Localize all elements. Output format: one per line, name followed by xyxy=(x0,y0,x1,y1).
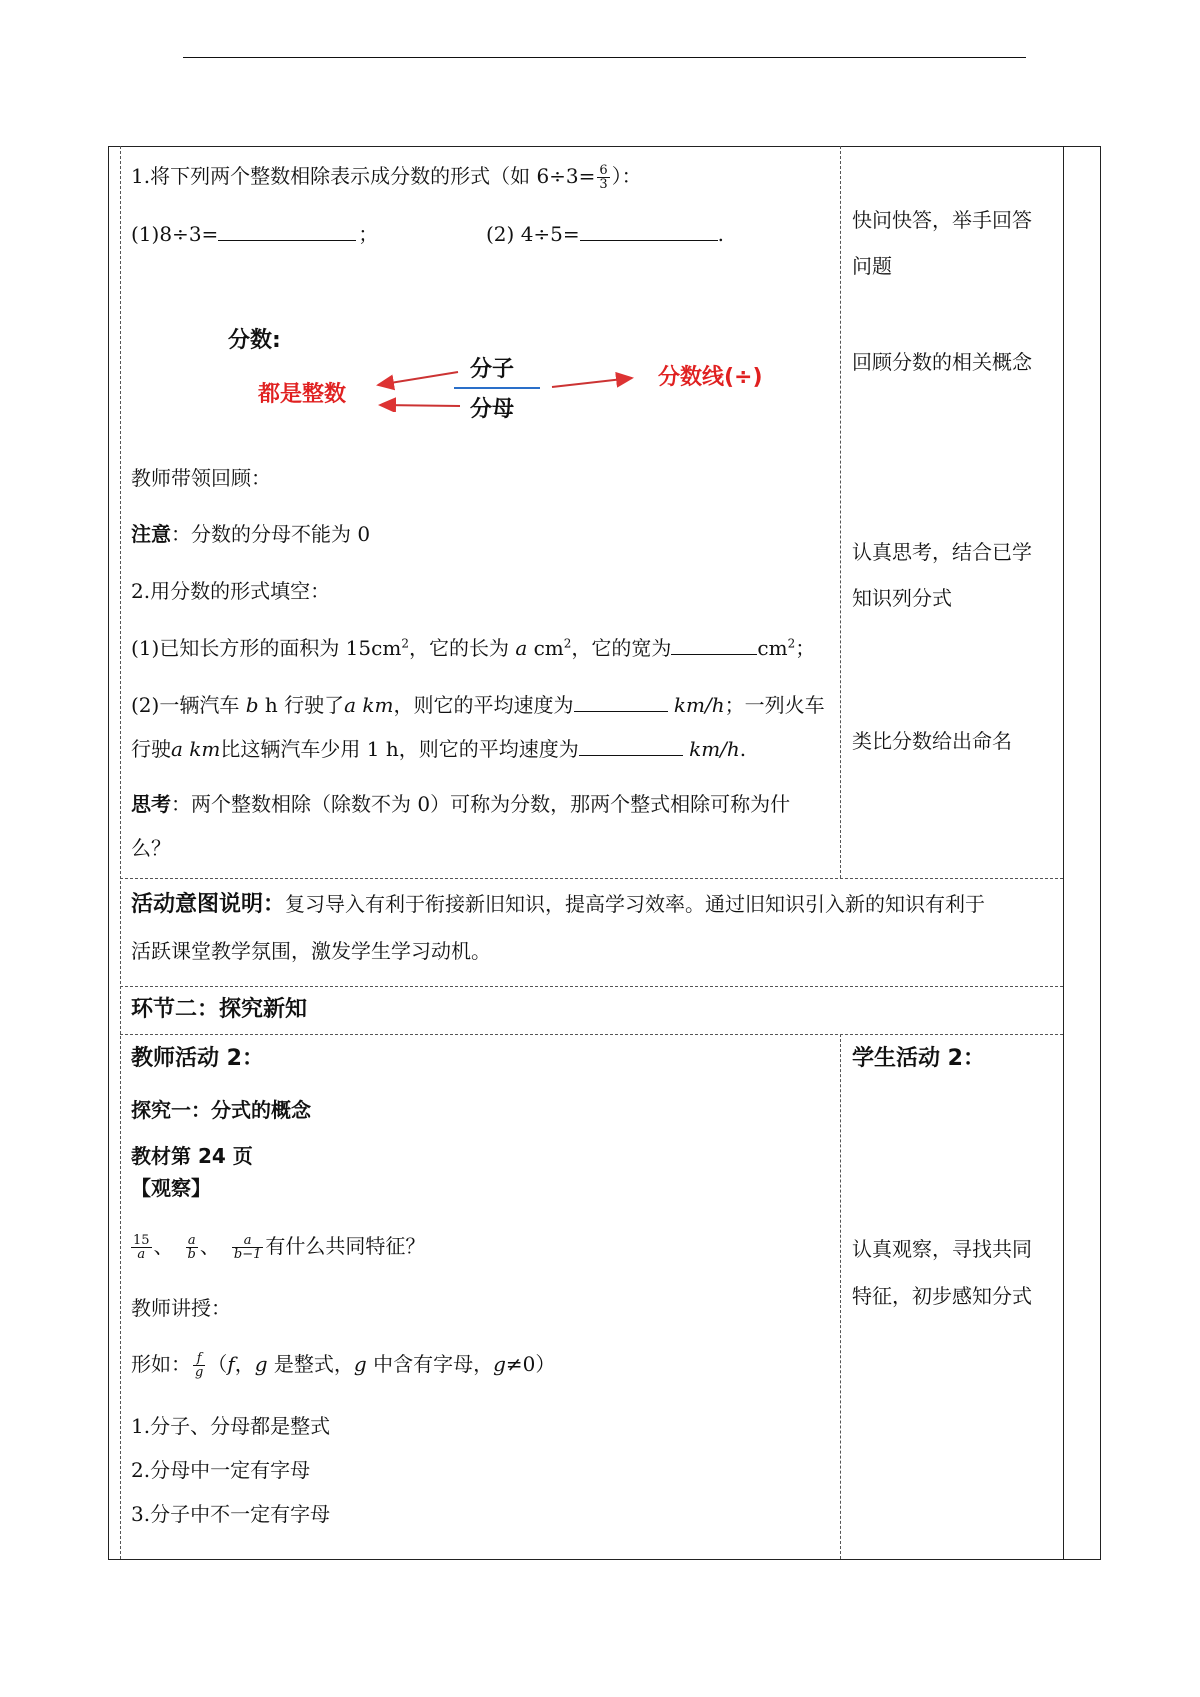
diagram-left-text: 都是整数 xyxy=(258,382,347,407)
right-r2: 回顾分数的相关概念 xyxy=(852,350,1032,374)
q2-p2-a: (2)一辆汽车 xyxy=(131,693,240,717)
right-r3-line1: 认真思考，结合已学 xyxy=(852,540,1032,564)
think-text-1: ：两个整数相除（除数不为 0）可称为分数，那两个整式相除可称为什 xyxy=(171,792,791,816)
form-g3: g xyxy=(493,1352,506,1376)
q1-item2-label: (2) 4÷5= xyxy=(486,222,580,246)
f1-den: a xyxy=(137,1247,146,1262)
right-r1-line2: 问题 xyxy=(852,254,892,278)
q2-p2-var-a: a xyxy=(344,693,357,717)
think-line2: 么？ xyxy=(131,836,171,860)
content-left-border xyxy=(120,146,121,1559)
form-cond-b: ， xyxy=(234,1352,255,1376)
q2-p1-blank xyxy=(671,634,757,655)
intent-line1 xyxy=(131,890,985,919)
right-r1-line1: 快问快答，举手回答 xyxy=(852,208,1032,232)
table-inner-right-border xyxy=(1063,146,1064,1559)
q2-p2-unit-kmh-2: km/h xyxy=(689,737,740,761)
q1-prompt xyxy=(131,162,642,191)
f3-den: b−1 xyxy=(233,1247,262,1262)
right-r4: 类比分数给出命名 xyxy=(852,729,1012,753)
form-cond-d: 中含有字母， xyxy=(366,1352,494,1376)
form-f: f xyxy=(227,1352,235,1376)
table-bottom-border xyxy=(108,1559,1101,1560)
intent-label: 活动意图说明： xyxy=(131,892,286,917)
q2-part1: (1)已知长方形的面积为 $15cm^2$，它的长为 a $cm^2$，它的宽为 $cm^2$； xyxy=(131,636,816,660)
f1-num: 15 xyxy=(133,1233,150,1248)
teacher2-point1: 1.分子、分母都是整式 xyxy=(131,1414,331,1438)
teacher2-fractions-line xyxy=(129,1232,425,1261)
q2-p2-period: . xyxy=(739,737,747,761)
arrow-numerator-to-left xyxy=(378,372,458,385)
teacher2-lecture: 教师讲授： xyxy=(131,1296,231,1320)
q1-item1-end: ； xyxy=(358,222,379,246)
teacher2-form xyxy=(131,1350,555,1379)
form-num: f xyxy=(193,1352,205,1366)
q2-p1-e: cm xyxy=(757,636,788,660)
q1-item1 xyxy=(131,220,378,248)
q2-p2-line2-a: 行驶 xyxy=(131,737,171,761)
q2-p2-line2-b: 比这辆汽车少用 1 h，则它的平均速度为 xyxy=(220,737,579,761)
fraction-15-over-a xyxy=(131,1234,152,1261)
q1-text: 1.将下列两个整数相除表示成分数的形式（如 6÷3= xyxy=(131,164,596,188)
right-r5-line2: 特征，初步感知分式 xyxy=(852,1284,1032,1308)
q2-p1-var-a: a xyxy=(515,636,528,660)
arrow-bar-to-right xyxy=(552,378,632,387)
q1-suffix: ）： xyxy=(611,164,642,188)
arrow-denominator-to-left xyxy=(380,405,460,406)
sep-1: 、 xyxy=(153,1234,174,1258)
review-note xyxy=(131,520,370,548)
q2-p2-b: h 行驶了 xyxy=(264,693,345,717)
diagram-arrows xyxy=(370,360,650,412)
form-cond-e: ≠0） xyxy=(505,1352,556,1376)
column-divider-top xyxy=(840,146,841,878)
fraction-a-over-b-minus-1 xyxy=(232,1234,264,1261)
right-r5-line1: 认真观察，寻找共同 xyxy=(852,1237,1032,1261)
q2-p2-blank1 xyxy=(574,691,668,712)
row-divider-1 xyxy=(120,878,1063,879)
teacher2-title: 教师活动 2： xyxy=(131,1046,264,1071)
q2-p2-d: ；一列火车 xyxy=(724,693,825,717)
form-cond-c: 是整式， xyxy=(267,1352,354,1376)
q2-p2-c: ，则它的平均速度为 xyxy=(393,693,574,717)
q2-p2-line2-unit-km: km xyxy=(189,737,221,761)
diagram-numerator: 分子 xyxy=(470,357,515,382)
q2-p2-var-b: b xyxy=(245,693,259,717)
think-label: 思考 xyxy=(131,792,171,816)
q2-part2-line2 xyxy=(131,735,746,763)
diagram-denominator: 分母 xyxy=(470,397,515,422)
q2-p2-blank2 xyxy=(579,735,683,756)
q1-item2-end: . xyxy=(717,222,725,246)
q2-p1-end: ； xyxy=(795,636,816,660)
q2-part2-line1 xyxy=(131,691,825,719)
fractions-question: 有什么共同特征？ xyxy=(265,1234,426,1258)
q2-title: 2.用分数的形式填空： xyxy=(131,579,331,603)
q1-item1-blank xyxy=(218,220,356,241)
intent-line2: 活跃课堂教学氛围，激发学生学习动机。 xyxy=(131,939,491,963)
intent-text-1: 复习导入有利于衔接新旧知识，提高学习效率。通过旧知识引入新的知识有利于 xyxy=(285,892,986,916)
review-note-label: 注意 xyxy=(131,522,171,546)
q1-example-fraction xyxy=(597,164,609,191)
q2-p2-line2-var-a: a xyxy=(171,737,183,761)
sep-2: 、 xyxy=(199,1234,220,1258)
think-line1 xyxy=(131,790,790,818)
teacher2-observe: 【观察】 xyxy=(131,1176,211,1200)
teacher2-point2: 2.分母中一定有字母 xyxy=(131,1458,311,1482)
q1-item2-blank xyxy=(580,220,718,241)
table-right-border xyxy=(1100,146,1101,1559)
q2-p1-d: ，它的宽为 xyxy=(571,636,672,660)
form-den: g xyxy=(195,1365,204,1380)
q2-p1-c: cm xyxy=(533,636,564,660)
q1-item2 xyxy=(486,220,724,248)
review-note-text: ：分数的分母不能为 0 xyxy=(171,522,371,546)
form-cond-a: （ xyxy=(207,1352,228,1376)
teacher2-point3: 3.分子中不一定有字母 xyxy=(131,1502,331,1526)
fraction-f-over-g xyxy=(193,1352,205,1379)
f2-den: b xyxy=(187,1247,196,1262)
form-g: g xyxy=(254,1352,268,1376)
q2-p2-unit-kmh-1: km/h xyxy=(673,693,725,717)
row-divider-2 xyxy=(120,986,1063,987)
q1-example-num: 6 xyxy=(599,163,608,178)
column-divider-bottom xyxy=(840,1034,841,1559)
teacher2-textbook: 教材第 24 页 xyxy=(131,1144,253,1168)
diagram-right-text: 分数线(÷) xyxy=(658,365,763,390)
form-g2: g xyxy=(353,1352,367,1376)
section2-title: 环节二：探究新知 xyxy=(131,997,308,1022)
form-lead: 形如： xyxy=(131,1352,191,1376)
q1-item1-label: (1)8÷3= xyxy=(131,222,219,246)
f2-num: a xyxy=(186,1234,198,1248)
row-divider-3 xyxy=(120,1034,1063,1035)
diagram-label: 分数: xyxy=(228,328,281,353)
teacher2-explore: 探究一：分式的概念 xyxy=(131,1098,311,1122)
right-r3-line2: 知识列分式 xyxy=(852,586,952,610)
f3-num: a xyxy=(232,1234,264,1248)
table-top-border xyxy=(108,146,1101,147)
q2-p2-unit-km: km xyxy=(362,693,394,717)
fraction-a-over-b xyxy=(186,1234,198,1261)
student-activity-title: 学生活动 2： xyxy=(852,1046,985,1071)
header-rule xyxy=(183,57,1026,58)
table-left-border xyxy=(108,146,109,1559)
q2-p1-b: ，它的长为 xyxy=(408,636,509,660)
q2-p1-a: (1)已知长方形的面积为 15cm xyxy=(131,636,402,660)
review-lead: 教师带领回顾： xyxy=(131,466,271,490)
q1-example-den: 3 xyxy=(599,177,608,192)
